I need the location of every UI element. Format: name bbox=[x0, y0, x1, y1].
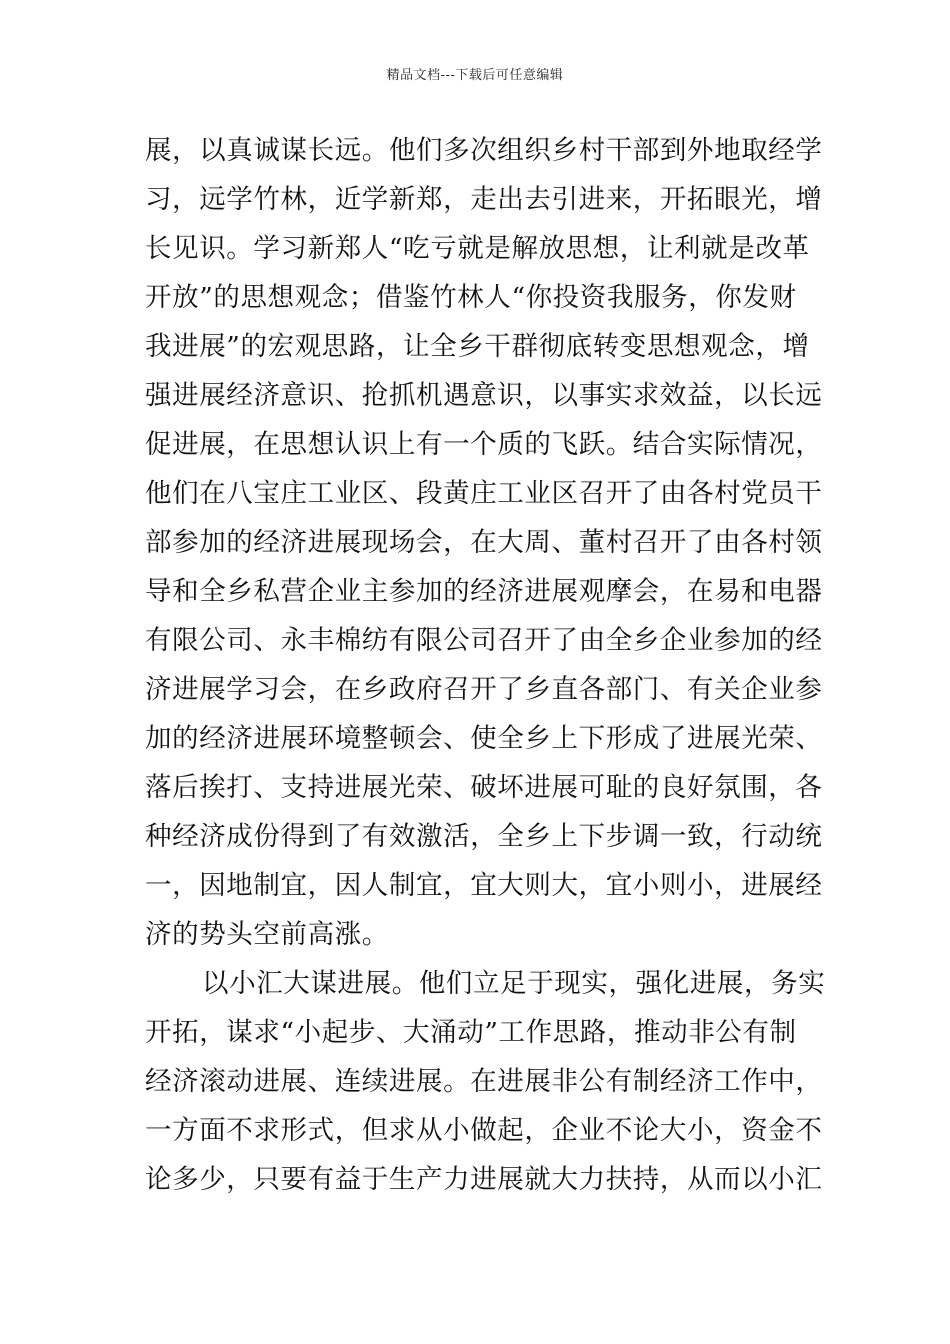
text-line: 部参加的经济进展现场会，在大周、董村召开了由各村领 bbox=[145, 527, 823, 558]
text-line: 有限公司、永丰棉纺有限公司召开了由全乡企业参加的经 bbox=[145, 625, 823, 656]
text-line: 济进展学习会，在乡政府召开了乡直各部门、有关企业参 bbox=[145, 674, 823, 705]
text-line: 导和全乡私营企业主参加的经济进展观摩会，在易和电器 bbox=[145, 576, 823, 607]
text-line: 他们在八宝庄工业区、段黄庄工业区召开了由各村党员干 bbox=[145, 478, 823, 509]
text-line: 我进展”的宏观思路，让全乡干群彻底转变思想观念，增 bbox=[145, 331, 810, 362]
text-line: 习，远学竹林，近学新郑，走出去引进来，开拓眼光，增 bbox=[145, 184, 823, 215]
text-line: 落后挨打、支持进展光荣、破坏进展可耻的良好氛围，各 bbox=[145, 772, 823, 803]
body-text bbox=[145, 126, 826, 1204]
text-line: 种经济成份得到了有效激活，全乡上下步调一致，行动统 bbox=[145, 821, 823, 852]
text-line: 开放”的思想观念；借鉴竹林人“你投资我服务，你发财 bbox=[145, 282, 797, 313]
text-line: 促进展，在思想认识上有一个质的飞跃。结合实际情况， bbox=[145, 429, 823, 460]
text-line: 论多少，只要有益于生产力进展就大力扶持，从而以小汇 bbox=[145, 1164, 823, 1195]
text-line: 一，因地制宜，因人制宜，宜大则大，宜小则小，进展经 bbox=[145, 870, 823, 901]
text-line: 济的势头空前高涨。 bbox=[145, 919, 389, 950]
paragraph-start-line: 以小汇大谋进展。他们立足于现实，强化进展，务实 bbox=[202, 968, 826, 999]
text-line: 加的经济进展环境整顿会、使全乡上下形成了进展光荣、 bbox=[145, 723, 823, 754]
text-line: 展，以真诚谋长远。他们多次组织乡村干部到外地取经学 bbox=[145, 135, 823, 166]
text-line: 强进展经济意识、抢抓机遇意识，以事实求效益，以长远 bbox=[145, 380, 823, 411]
page-header: 精品文档---下载后可任意编辑 bbox=[386, 68, 564, 83]
text-line: 一方面不求形式，但求从小做起，企业不论大小，资金不 bbox=[145, 1115, 823, 1146]
text-line: 开拓，谋求“小起步、大涌动”工作思路，推动非公有制 bbox=[145, 1017, 797, 1048]
text-line: 长见识。学习新郑人“吃亏就是解放思想，让利就是改革 bbox=[145, 233, 810, 264]
text-line: 经济滚动进展、连续进展。在进展非公有制经济工作中， bbox=[145, 1066, 823, 1097]
